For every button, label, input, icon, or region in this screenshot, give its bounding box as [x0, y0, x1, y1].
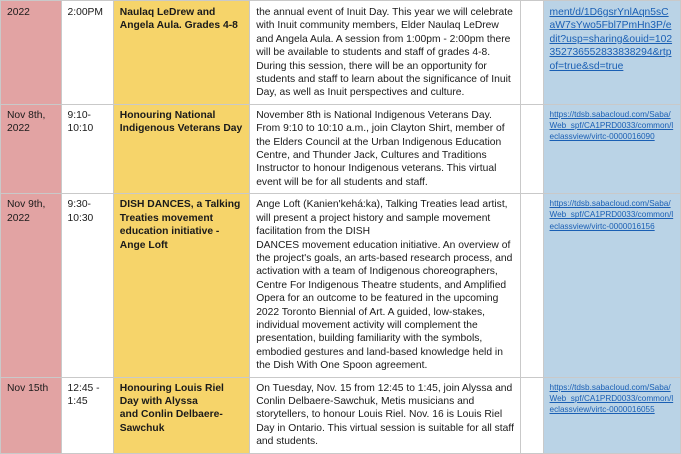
- event-title-cell: Naulaq LeDrew and Angela Aula. Grades 4-8: [113, 1, 249, 105]
- registration-link[interactable]: ment/d/1D6gsrYnlAqn5sCaW7sYwo5Fbl7PmHn3P/edit?usp=sharing&ouid=102352736552833838294&rtpof=true&sd=true: [549, 7, 673, 72]
- event-title-cell: DISH DANCES, a Talking Treaties movement education initiative - Ange Loft: [113, 194, 249, 377]
- table-row: [1, 104, 681, 193]
- description-cell: November 8th is National Indigenous Veterans Day. From 9:10 to 10:10 a.m., join Clayton Shirt, member of the Elders Council at the Urban Indigenous Education Centre, and Thunder Jack, Cultures and Traditions Instructor to honour Indigenous veterans. This virtual event will be for all students and staff.: [250, 104, 521, 193]
- description-cell: On Tuesday, Nov. 15 from 12:45 to 1:45, join Alyssa and Conlin Delbaere-Sawchuk, Metis musicians and storytellers, to honour Louis Riel. Nov. 16 is Louis Riel Day in Ontario. This virtual session is suitable for all staff and students.: [250, 377, 521, 453]
- event-title-cell: Honouring National Indigenous Veterans Day: [113, 104, 249, 193]
- spacer-cell: [520, 104, 543, 193]
- description-line: DANCES movement education initiative. An overview of the project's goals, an arts-based research process, and activation with a team of Indigenous choreographers, Centre For Indigenous Theatre students, and Amplified Opera for an outcome to be featured in the upcoming 2022 Toronto Biennial of Art. A guided, low-stakes, individual movement activity will complement the presentation, building familiarity with the symbols, embodied gestures and land-based knowledge held in the Dish With One Spoon agreement.: [256, 239, 513, 372]
- spacer-cell: [520, 377, 543, 453]
- registration-link[interactable]: https://tdsb.sabacloud.com/Saba/Web_spf/CA1PRD0033/common/leclassview/virtc-0000016156: [549, 199, 674, 231]
- time-cell: 9:10-10:10: [61, 104, 113, 193]
- spacer-cell: [520, 194, 543, 377]
- spacer-cell: [520, 1, 543, 105]
- date-cell: 2022: [1, 1, 62, 105]
- link-cell: [543, 1, 680, 105]
- time-cell: 9:30-10:30: [61, 194, 113, 377]
- table-row: [1, 377, 681, 453]
- link-cell: [543, 194, 680, 377]
- description-cell: the annual event of Inuit Day. This year we will celebrate with Inuit community members, Elder Naulaq LeDrew and Angela Aula. A session from 1:00pm - 2:00pm there will be available to students and staff of grades 4-8. During this session, there will be an opportunity for students and staff to learn about the significance of Inuit Day, as well as Inuit perspectives and culture.: [250, 1, 521, 105]
- table-row: [1, 194, 681, 377]
- description-line: Ange Loft (Kanien'kehá:ka), Talking Treaties lead artist, will present a project history and sample movement facilitation from the DISH: [256, 199, 508, 238]
- date-cell: Nov 15th: [1, 377, 62, 453]
- time-cell: 12:45 - 1:45: [61, 377, 113, 453]
- event-title-cell: [113, 377, 249, 453]
- event-title-line: Day with Alyssa: [119, 395, 198, 407]
- date-cell: Nov 8th, 2022: [1, 104, 62, 193]
- link-cell: [543, 377, 680, 453]
- time-cell: 2:00PM: [61, 1, 113, 105]
- link-cell: [543, 104, 680, 193]
- date-cell: Nov 9th, 2022: [1, 194, 62, 377]
- event-title-line: and Conlin Delbaere-Sawchuk: [119, 409, 223, 434]
- event-title-line: Honouring Louis Riel: [119, 382, 224, 394]
- registration-link[interactable]: https://tdsb.sabacloud.com/Saba/Web_spf/CA1PRD0033/common/leclassview/virtc-0000016055: [549, 382, 674, 414]
- description-cell: [250, 194, 521, 377]
- table-row: [1, 1, 681, 105]
- registration-link[interactable]: https://tdsb.sabacloud.com/Saba/Web_spf/CA1PRD0033/common/leclassview/virtc-0000016090: [549, 109, 674, 142]
